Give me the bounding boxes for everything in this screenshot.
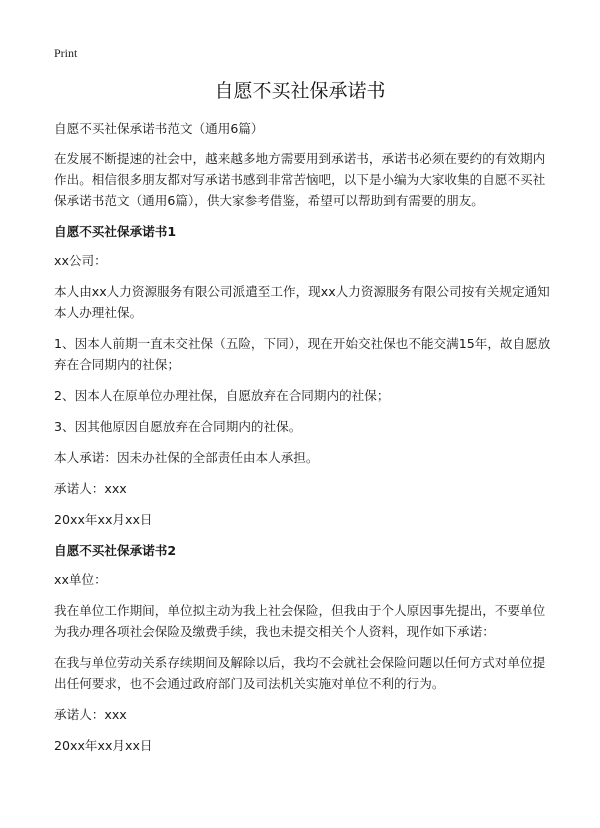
section-2-paragraph-1: 我在单位工作期间，单位拟主动为我上社会保险，但我由于个人原因事先提出，不要单位为我办理各项社会保险及缴费手续，我也未提交相关个人资料，现作如下承诺： (54, 603, 546, 639)
intro-paragraph: 在发展不断提速的社会中，越来越多地方需要用到承诺书，承诺书必须在要约的有效期内作出。相信很多朋友都对写承诺书感到非常苦恼吧，以下是小编为大家收集的自愿不买社保承诺书范文（通用6篇），供大家参考借鉴，希望可以帮助到有需要的朋友。 (54, 151, 546, 208)
section-2-date: 20xx年xx月xx日 (54, 738, 153, 753)
section-1-item-3: 3、因其他原因自愿放弃在合同期内的社保。 (54, 419, 302, 434)
page-title: 自愿不买社保承诺书 (214, 80, 386, 102)
print-label: Print (54, 46, 78, 60)
section-2-signer: 承诺人：xxx (54, 707, 127, 722)
section-2-addressee: xx单位： (54, 572, 107, 587)
section-1-commitment: 本人承诺：因未办社保的全部责任由本人承担。 (54, 450, 319, 465)
section-heading-2: 自愿不买社保承诺书2 (54, 543, 177, 558)
section-1-date: 20xx年xx月xx日 (54, 512, 153, 527)
section-1-addressee: xx公司： (54, 253, 107, 268)
section-heading-1: 自愿不买社保承诺书1 (54, 224, 177, 239)
section-1-item-2: 2、因本人在原单位办理社保，自愿放弃在合同期内的社保； (54, 388, 390, 403)
document-body (54, 118, 552, 766)
section-1-signer: 承诺人：xxx (54, 481, 127, 496)
section-1-paragraph: 本人由xx人力资源服务有限公司派遣至工作，现xx人力资源服务有限公司按有关规定通知本人办理社保。 (54, 284, 550, 320)
document-subtitle: 自愿不买社保承诺书范文（通用6篇） (54, 121, 264, 136)
section-2-paragraph-2: 在我与单位劳动关系存续期间及解除以后，我均不会就社会保险问题以任何方式对单位提出任何要求，也不会通过政府部门及司法机关实施对单位不利的行为。 (54, 655, 546, 691)
section-1-item-1: 1、因本人前期一直未交社保（五险，下同），现在开始交社保也不能交满15年，故自愿放弃在合同期内的社保； (54, 336, 551, 372)
